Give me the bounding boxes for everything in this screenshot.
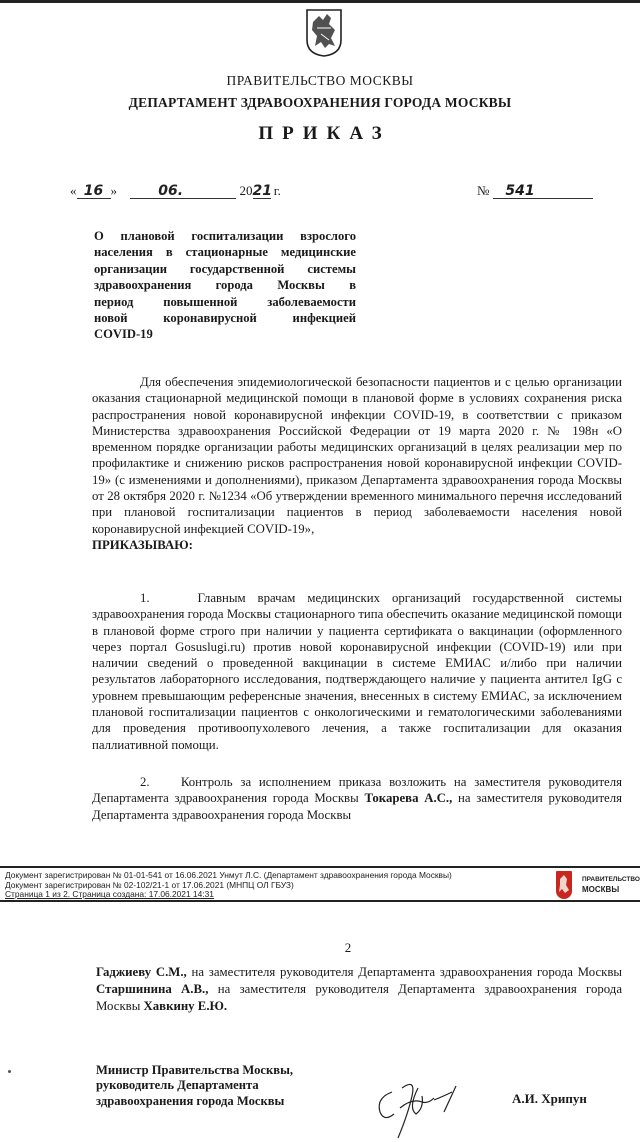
logo-caption-top: ПРАВИТЕЛЬСТВО [582,876,640,883]
order-keyword: ПРИКАЗЫВАЮ: [92,537,193,552]
date-day: 16 [77,184,111,199]
date-close-quote: » [110,183,117,198]
preamble-text: Для обеспечения эпидемиологической безопасности пациентов и с целью организации оказания стационарной медицинской помощи в плановой форме в условиях сохранения риска распространения новой коронавирусной инфекции COVID-19, в соответствии с приказом Министерства здравоохранения Российской Федерации от 19 марта 2020 г. № 198н «О временном порядке организации работы медицинских организаций в целях реализации мер по профилактике и снижению рисков распространения новой коронавирусной инфекции COVID-19» (с изменениями и дополнениями), приказом Департамента здравоохранения города Москвы от 28 октября 2020 г. №1234 «Об утверждении временного минимального перечня исследований при плановой госпитализации пациентов в период заболеваемости населения новой коронавирусной инфекцией COVID-19», [92,375,622,536]
signatory-name: А.И. Хрипун [512,1091,587,1106]
government-name: ПРАВИТЕЛЬСТВО МОСКВЫ [226,73,414,88]
responsible-person: Гаджиеву С.М., [96,965,187,979]
responsible-person: Хавкину Е.Ю. [143,999,228,1013]
responsible-person: Токарева А.С., [364,791,453,806]
item-text: на заместителя руководителя Департамента здравоохранения города Москвы [96,982,622,1013]
logo-caption [582,875,640,895]
date-year-unit: г. [273,183,281,198]
page-info-line: Страница 1 из 2. Страница создана: 17.06.2021 14:31 [5,889,214,900]
subject-line: новой коронавирусной инфекцией [94,311,356,326]
date-year-prefix: 20 [239,183,253,198]
signatory-title-line: здравоохранения города Москвы [96,1093,285,1108]
handwritten-signature-icon [372,1078,492,1142]
page-number: 2 [344,940,352,955]
date-month: 06. [130,184,236,199]
subject-line: организации государственной системы [94,261,356,276]
subject-line: населения в стационарные медицинские [94,245,356,260]
date-open-quote: « [70,183,77,198]
scan-speck [8,1070,11,1073]
document-type-title: ПРИКАЗ [258,123,391,144]
responsible-person: Старшинина А.В., [96,982,209,996]
moscow-government-logo-icon [556,871,572,899]
subject-line: О плановой госпитализации взрослого [94,229,356,243]
signatory-title [96,1063,293,1109]
registration-footer [0,866,640,902]
order-item-2-continued [96,964,622,1015]
date-year-suffix: 21 [252,183,272,199]
subject-line: здравоохранения города Москвы в [94,278,356,293]
number-label: № [477,183,490,198]
signatory-title-line: руководитель Департамента [96,1078,259,1093]
registration-line-1: Документ зарегистрирован № 01-01-541 от 16.06.2021 Унмут Л.С. (Департамент здравоохранения города Москвы) [5,870,452,880]
number-value: 541 [493,184,593,199]
signatory-title-line: Министр Правительства Москвы, [96,1063,294,1077]
subject-line: COVID-19 [94,327,153,342]
item-text: Главным врачам медицинских организаций государственной системы здравоохранения города Москвы стационарного типа обеспечить оказание медицинской помощи в плановой форме строго при наличии у пациента сертификата о вакцинации (оформленного через портал Gosuslugi.ru) против новой коронавирусной инфекции (COVID-19) или при наличии сведений о проведенной вакцинации в системе ЕМИАС и/либо при наличии результатов лабораторного исследования, подтверждающего наличие у пациента антител IgG с уровнем превышающим референсные значения, внесенных в систему ЕМИАС, за исключением плановой госпитализации пациентов с онкологическими и гематологическими заболеваниями для проведения противоопухолевого лечения, а также госпитализации для оказания паллиативной помощи. [92,591,622,752]
item-text: Контроль за исполнением приказа возложить на заместителя руководителя Департамента здравоохранения города Москвы [92,775,622,806]
item-text-continued: на заместителя руководителя Департамента здравоохранения города Москвы [92,791,622,822]
registration-line-2: Документ зарегистрирован № 02-102/21-1 от 17.06.2021 (МНПЦ ОЛ ГБУЗ) [5,879,294,890]
item-text: на заместителя руководителя Департамента здравоохранения города Москвы [186,965,622,979]
order-subject [94,228,356,343]
order-number [477,183,593,199]
order-item-2 [92,774,622,823]
top-border-rule [0,0,640,3]
registration-info [5,871,452,900]
department-name: ДЕПАРТАМЕНТ ЗДРАВООХРАНЕНИЯ ГОРОДА МОСКВЫ [128,95,512,110]
item-number: 2. [140,775,150,789]
moscow-coat-of-arms-icon [305,8,343,58]
logo-caption-bottom: МОСКВЫ [582,885,620,894]
order-item-1 [92,590,622,753]
subject-line: период повышенной заболеваемости [94,294,356,309]
order-date [70,183,281,199]
item-number: 1. [140,591,150,605]
preamble [92,374,622,553]
